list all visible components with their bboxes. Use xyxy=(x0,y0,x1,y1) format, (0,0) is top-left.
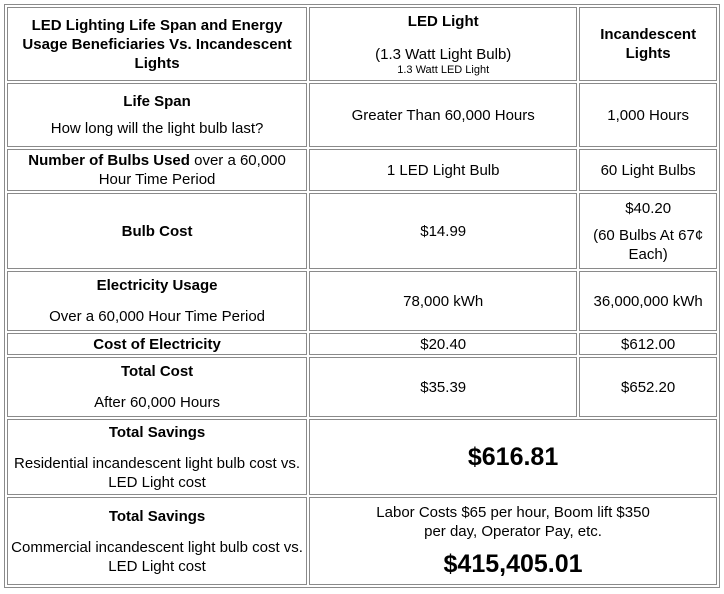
bulbs-led-cell xyxy=(309,149,577,191)
total-inc-cell xyxy=(579,357,717,417)
usage-inc-value: 36,000,000 kWh xyxy=(593,292,703,310)
table-row xyxy=(7,271,717,331)
cost-label: Bulb Cost xyxy=(121,222,193,240)
cost-inc-note: (60 Bulbs At 67¢ Each) xyxy=(593,226,704,263)
usage-led-value: 78,000 kWh xyxy=(403,292,484,310)
header-row xyxy=(7,7,717,81)
savings-res-label-cell xyxy=(7,419,307,495)
elec-cost-inc-cell xyxy=(579,333,717,355)
usage-desc: Over a 60,000 Hour Time Period xyxy=(49,308,266,325)
led-header-small: 1.3 Watt LED Light xyxy=(397,63,490,76)
table-row xyxy=(7,497,717,585)
lifespan-label: Life Span xyxy=(123,93,191,110)
total-led-value: $35.39 xyxy=(420,378,467,396)
total-inc-value: $652.20 xyxy=(621,378,676,396)
elec-cost-label-cell xyxy=(7,333,307,355)
bulbs-inc-cell xyxy=(579,149,717,191)
lifespan-desc: How long will the light bulb last? xyxy=(50,120,264,137)
total-led-cell xyxy=(309,357,577,417)
cost-inc-cell xyxy=(579,193,717,269)
usage-label-cell xyxy=(7,271,307,331)
elec-cost-led-cell xyxy=(309,333,577,355)
savings-com-desc: Commercial incandescent light bulb cost vs. LED Light cost xyxy=(11,538,303,575)
lifespan-led-cell xyxy=(309,83,577,147)
comparison-table xyxy=(4,4,720,588)
table-row xyxy=(7,333,717,355)
led-header-cell xyxy=(309,7,577,81)
usage-inc-cell xyxy=(579,271,717,331)
incandescent-header-title: Incandescent Lights xyxy=(600,26,697,62)
led-header-subtitle: (1.3 Watt Light Bulb) xyxy=(375,45,512,63)
usage-led-cell xyxy=(309,271,577,331)
table-title-cell xyxy=(7,7,307,81)
savings-com-value-cell xyxy=(309,497,717,585)
cost-led-value: $14.99 xyxy=(420,222,467,240)
savings-res-value-cell xyxy=(309,419,717,495)
lifespan-label-cell xyxy=(7,83,307,147)
total-desc: After 60,000 Hours xyxy=(94,394,220,411)
cost-inc-value: $40.20 xyxy=(625,199,672,217)
lifespan-led-value: Greater Than 60,000 Hours xyxy=(351,106,535,124)
lifespan-inc-value: 1,000 Hours xyxy=(607,106,689,124)
table-row xyxy=(7,83,717,147)
total-label: Total Cost xyxy=(120,363,194,380)
savings-res-desc: Residential incandescent light bulb cost vs. LED Light cost xyxy=(14,454,301,491)
savings-com-note: Labor Costs $65 per hour, Boom lift $350 per day, Operator Pay, etc. xyxy=(376,504,650,540)
bulbs-led-value: 1 LED Light Bulb xyxy=(386,161,500,179)
table-title: LED Lighting Life Span and Energy Usage Beneficiaries Vs. Incandescent Lights xyxy=(22,16,292,72)
table-row xyxy=(7,193,717,269)
elec-cost-label: Cost of Electricity xyxy=(93,335,221,353)
incandescent-header-cell xyxy=(579,7,717,81)
lifespan-inc-cell xyxy=(579,83,717,147)
savings-com-value: $415,405.01 xyxy=(443,550,583,578)
bulbs-inc-value: 60 Light Bulbs xyxy=(600,161,696,179)
savings-com-label-cell xyxy=(7,497,307,585)
table-row xyxy=(7,357,717,417)
cost-led-cell xyxy=(309,193,577,269)
table-row xyxy=(7,149,717,191)
bulbs-label-cell xyxy=(7,149,307,191)
elec-cost-inc-value: $612.00 xyxy=(621,335,676,353)
usage-label: Electricity Usage xyxy=(96,277,218,294)
bulbs-label: Number of Bulbs Used xyxy=(28,152,190,169)
total-label-cell xyxy=(7,357,307,417)
led-header-title: LED Light xyxy=(407,12,479,30)
savings-res-label: Total Savings xyxy=(108,423,206,441)
table-row xyxy=(7,419,717,495)
savings-res-value: $616.81 xyxy=(467,443,559,471)
cost-label-cell xyxy=(7,193,307,269)
bulbs-desc: over a 60,000 Hour Time Period xyxy=(98,152,286,188)
elec-cost-led-value: $20.40 xyxy=(420,335,467,353)
savings-com-label: Total Savings xyxy=(108,507,206,525)
